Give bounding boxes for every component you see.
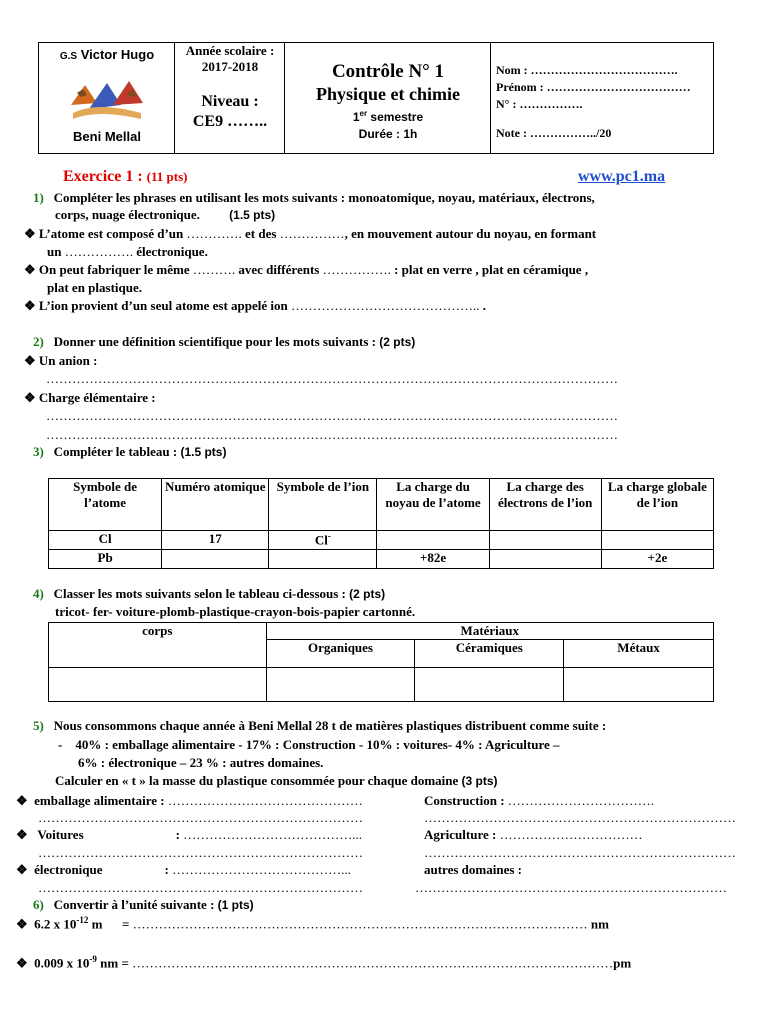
diamond-bullet-icon: ❖ bbox=[16, 916, 28, 932]
diamond-bullet-icon: ❖ bbox=[16, 793, 28, 808]
diamond-bullet-icon: ❖ bbox=[16, 827, 28, 842]
table-cell: Pb bbox=[49, 550, 162, 569]
subject-title: Physique et chimie bbox=[316, 84, 460, 104]
table-cell[interactable] bbox=[601, 531, 713, 550]
q2-charge-answer-2[interactable]: …………………………………………………………………………………………………………………… bbox=[46, 427, 618, 442]
q2-charge: ❖ Charge élémentaire : bbox=[24, 390, 156, 405]
school-cell bbox=[39, 43, 175, 153]
ion-table bbox=[48, 478, 714, 569]
diamond-bullet-icon: ❖ bbox=[24, 226, 36, 241]
q5-answer-autres[interactable]: ……………………………………………………………… bbox=[415, 880, 727, 895]
exercise-title: Exercice 1 : (11 pts) bbox=[63, 168, 188, 185]
table-header: Symbole de l’ion bbox=[269, 479, 377, 531]
q5-item-electronique: ❖ électronique : …………………………………... bbox=[16, 862, 351, 877]
diamond-bullet-icon: ❖ bbox=[24, 262, 36, 277]
col-corps: corps bbox=[49, 623, 267, 668]
q5-answer-emballage[interactable]: ………………………………………………………………… bbox=[38, 810, 363, 825]
q2-anion-answer[interactable]: …………………………………………………………………………………………………………………… bbox=[46, 371, 618, 386]
q1-line5: ❖ L’ion provient d’un seul atome est appelé ion …………………………………….. . bbox=[24, 298, 486, 313]
table-cell: Cl- bbox=[269, 531, 377, 550]
q2-charge-answer-1[interactable]: …………………………………………………………………………………………………………………… bbox=[46, 408, 618, 423]
q4-text: 4) Classer les mots suivants selon le tableau ci-dessous : (2 pts) bbox=[33, 586, 386, 601]
q6-text: 6) Convertir à l’unité suivante : (1 pts) bbox=[33, 897, 254, 912]
q1-line1: ❖ L’atome est composé d’un …………. et des ……………, en mouvement autour du noyau, en formant bbox=[24, 226, 597, 241]
school-name: G.S Victor Hugo bbox=[59, 47, 155, 62]
q6-conversion-b: ❖ 0.009 x $10^{-9}$ nm = …………………………………………………………………………………………………pm bbox=[16, 954, 632, 971]
col-ceramiques: Céramiques bbox=[415, 640, 564, 668]
q1-text-cont: corps, nuage électronique. (1.5 pts) bbox=[55, 207, 276, 222]
number-field[interactable]: N° : ……………. bbox=[496, 97, 583, 111]
q5-line2: 6% : électronique – 23 % : autres domaines. bbox=[78, 755, 324, 770]
table-cell[interactable] bbox=[489, 550, 601, 569]
corps-answer-cell[interactable] bbox=[49, 668, 267, 702]
table-header-row bbox=[49, 479, 714, 531]
year-label: Année scolaire : bbox=[185, 43, 275, 58]
school-year: 2017-2018 bbox=[201, 59, 259, 74]
q5-text: 5) Nous consommons chaque année à Beni Mellal 28 t de matières plastiques distribuent comme suite : bbox=[33, 718, 607, 733]
q5-item-autres: autres domaines : bbox=[424, 862, 522, 877]
header-box bbox=[38, 42, 714, 154]
table-cell: +82e bbox=[377, 550, 489, 569]
student-cell bbox=[491, 43, 713, 153]
q5-item-construction: Construction : ……………………………. bbox=[424, 793, 655, 808]
school-city: Beni Mellal bbox=[73, 129, 141, 144]
q5-line3: Calculer en « t » la masse du plastique consommée pour chaque domaine (3 pts) bbox=[55, 773, 498, 788]
classification-table bbox=[48, 622, 714, 702]
duration: Durée : 1h bbox=[358, 127, 418, 141]
website-link[interactable]: www.pc1.ma bbox=[578, 168, 666, 185]
table-cell: Cl bbox=[49, 531, 162, 550]
semester: 1er semestre bbox=[352, 109, 424, 124]
year-cell bbox=[175, 43, 285, 153]
grade-field[interactable]: Note : ……………../20 bbox=[496, 126, 612, 140]
q5-item-agriculture: Agriculture : …………………………… bbox=[424, 827, 643, 842]
q5-answer-voitures[interactable]: ………………………………………………………………… bbox=[38, 845, 363, 860]
table-cell[interactable] bbox=[377, 531, 489, 550]
table-cell[interactable] bbox=[269, 550, 377, 569]
table-header: Symbole de l’atome bbox=[49, 479, 162, 531]
q5-answer-construction[interactable]: ……………………………………………………………… bbox=[424, 810, 736, 825]
ceramiques-answer-cell[interactable] bbox=[415, 668, 564, 702]
col-metaux: Métaux bbox=[564, 640, 714, 668]
q1-text: 1) Compléter les phrases en utilisant les mots suivants : monoatomique, noyau, matériaux, électrons, bbox=[33, 190, 595, 205]
table-header: La charge globale de l’ion bbox=[601, 479, 713, 531]
level-value: CE9 …….. bbox=[192, 113, 268, 130]
table-cell: +2e bbox=[601, 550, 713, 569]
diamond-bullet-icon: ❖ bbox=[24, 390, 36, 405]
diamond-bullet-icon: ❖ bbox=[16, 955, 28, 971]
exam-title: Contrôle N° 1 bbox=[331, 61, 445, 82]
q4-words: tricot- fer- voiture-plomb-plastique-crayon-bois-papier cartonné. bbox=[55, 604, 416, 619]
table-cell[interactable] bbox=[489, 531, 601, 550]
q5-item-emballage: ❖ emballage alimentaire : ……………………………………… bbox=[16, 793, 363, 808]
q5-answer-agriculture[interactable]: ……………………………………………………………… bbox=[424, 845, 736, 860]
table-cell: 17 bbox=[162, 531, 269, 550]
table-row bbox=[49, 550, 714, 569]
q5-item-voitures: ❖ Voitures : …………………………………... bbox=[16, 827, 362, 842]
metaux-answer-cell[interactable] bbox=[564, 668, 714, 702]
diamond-bullet-icon: ❖ bbox=[24, 353, 36, 368]
q1-line4: plat en plastique. bbox=[47, 280, 142, 295]
name-field[interactable]: Nom : ………………………………. bbox=[496, 63, 678, 77]
table-header: Numéro atomique bbox=[162, 479, 269, 531]
q2-anion: ❖ Un anion : bbox=[24, 353, 98, 368]
level-label: Niveau : bbox=[201, 93, 259, 110]
diamond-bullet-icon: ❖ bbox=[24, 298, 36, 313]
col-materiaux: Matériaux bbox=[266, 623, 713, 640]
title-cell bbox=[285, 43, 491, 153]
q5-line1: - 40% : emballage alimentaire - 17% : Construction - 10% : voitures- 4% : Agriculture – bbox=[58, 737, 560, 752]
col-organiques: Organiques bbox=[266, 640, 415, 668]
q1-line3: ❖ On peut fabriquer le même ………. avec différents ……………. : plat en verre , plat en céramique , bbox=[24, 262, 589, 277]
q2-text: 2) Donner une définition scientifique pour les mots suivants : (2 pts) bbox=[33, 334, 416, 349]
table-row bbox=[49, 531, 714, 550]
diamond-bullet-icon: ❖ bbox=[16, 862, 28, 877]
q6-conversion-a: ❖ 6.2 x $10^{-12}$ m = …………………………………………………………………………………………… nm bbox=[16, 915, 609, 932]
q3-text: 3) Compléter le tableau : (1.5 pts) bbox=[33, 444, 227, 459]
firstname-field[interactable]: Prénom : ……………………………… bbox=[496, 80, 691, 94]
table-header: La charge du noyau de l’atome bbox=[377, 479, 489, 531]
q5-answer-electronique[interactable]: ………………………………………………………………… bbox=[38, 880, 363, 895]
organiques-answer-cell[interactable] bbox=[266, 668, 415, 702]
school-logo bbox=[67, 75, 147, 125]
table-header: La charge des électrons de l’ion bbox=[489, 479, 601, 531]
q1-line2: un ……………. électronique. bbox=[47, 244, 208, 259]
table-cell[interactable] bbox=[162, 550, 269, 569]
